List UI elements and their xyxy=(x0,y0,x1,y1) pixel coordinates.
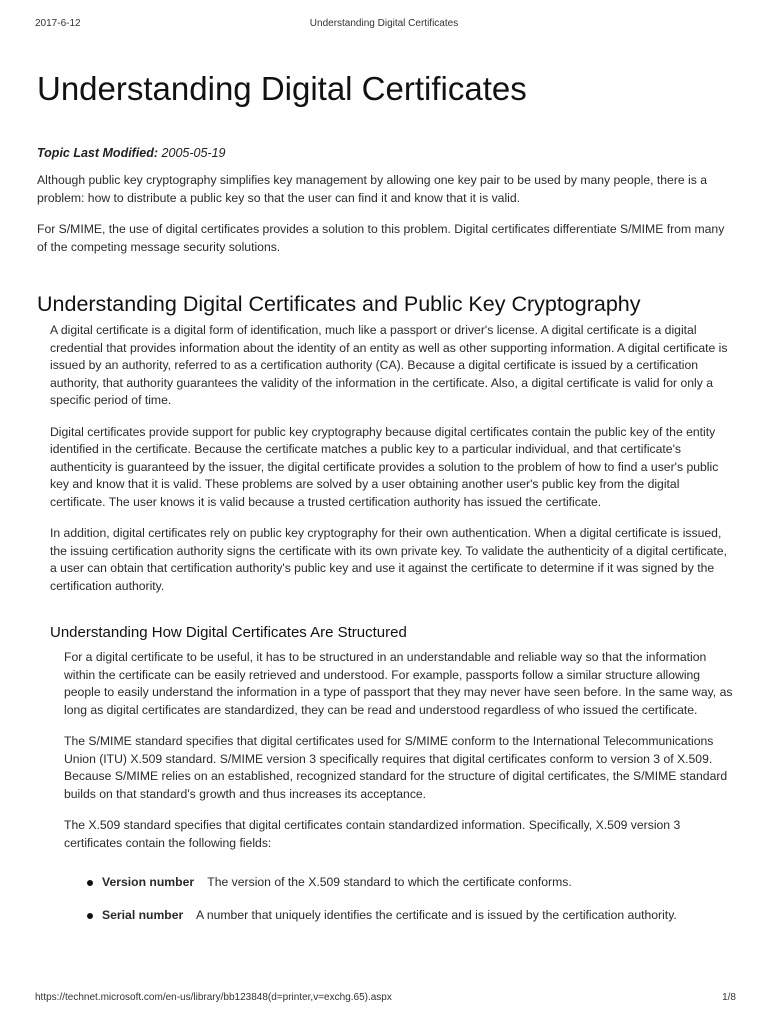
subsection-paragraph: The S/MIME standard specifies that digital certificates used for S/MIME conform to the International Telecommunications Union (ITU) X.509 standard. S/MIME version 3 specifically requires that digital certificates conform to version 3 of X.509. Because S/MIME relies on an established, recognized standard for the structure of digital certificates, the S/MIME standard builds on that standard's growth and thus increases its acceptance. xyxy=(64,734,728,801)
subsection-paragraph: The X.509 standard specifies that digital certificates contain standardized information. Specifically, X.509 version 3 certificates contain the following fields: xyxy=(64,818,681,850)
article xyxy=(37,66,737,940)
subsection-heading: Understanding How Digital Certificates Are Structured xyxy=(50,624,407,641)
list-item xyxy=(64,874,737,891)
print-header xyxy=(35,18,733,32)
section-paragraph: A digital certificate is a digital form of identification, much like a passport or driver's license. A digital certificate is a digital credential that provides information about the identity of an entity as well as other supporting information. A digital certificate is issued by an authority, referred to as a certification authority (CA). Because a digital certificate is issued by a certification authority, that authority guarantees the validity of the information in the certificate. Also, a digital certificate is valid for only a specific period of time. xyxy=(50,323,728,407)
field-name: Version number xyxy=(102,875,195,889)
certificate-fields-list xyxy=(64,874,737,924)
page-number: 1/8 xyxy=(722,992,736,1003)
bullet-icon xyxy=(87,880,93,886)
modified-date: 2005-05-19 xyxy=(161,146,226,160)
subsection-body xyxy=(64,649,737,924)
print-footer xyxy=(35,992,736,1006)
section-paragraph: In addition, digital certificates rely on public key cryptography for their own authentication. When a digital certificate is issued, the issuing certification authority signs the certificate with its own private key. To validate the authenticity of a digital certificate, a user can obtain that certification authority's public key and use it against the certificate to determine if it was signed by the certification authority. xyxy=(50,526,727,593)
print-date: 2017-6-12 xyxy=(35,18,81,29)
source-url: https://technet.microsoft.com/en-us/library/bb123848(d=printer,v=exchg.65).aspx xyxy=(35,992,392,1003)
modified-label: Topic Last Modified: xyxy=(37,146,159,160)
section-body xyxy=(50,322,737,595)
field-description: The version of the X.509 standard to which the certificate conforms. xyxy=(207,875,572,889)
section-paragraph: Digital certificates provide support for public key cryptography because digital certificates contain the public key of the entity identified in the certificate. Because the certificate matches a public key to a particular individual, and that certificate's authenticity is guaranteed by the issuer, the digital certificate provides a solution to the problem of how to find a user's public key and know that it is valid. These problems are solved by a user obtaining another user's public key from the digital certificate. The user knows it is valid because a trusted certification authority has issued the certificate. xyxy=(50,424,719,509)
field-name: Serial number xyxy=(102,908,184,922)
page-title: Understanding Digital Certificates xyxy=(37,70,527,107)
list-item xyxy=(64,907,737,924)
topic-last-modified xyxy=(37,145,737,162)
print-document-title: Understanding Digital Certificates xyxy=(309,18,459,29)
section-heading: Understanding Digital Certificates and Public Key Cryptography xyxy=(37,292,641,316)
bullet-icon xyxy=(87,913,93,919)
intro-paragraph: Although public key cryptography simplifies key management by allowing one key pair to be used by many people, there is a problem: how to distribute a public key so that the user can find it and know that it is valid. xyxy=(37,173,708,205)
subsection-paragraph: For a digital certificate to be useful, it has to be structured in an understandable and reliable way so that the information within the certificate can be easily retrieved and understood. For example, passports follow a similar structure allowing people to easily understand the information in a type of passport that they may never have seen before. In the same way, as long as digital certificates are standardized, they can be read and understood regardless of who issued the certificate. xyxy=(64,650,733,717)
intro-paragraph: For S/MIME, the use of digital certificates provides a solution to this problem. Digital certificates differentiate S/MIME from many of the competing message security solutions. xyxy=(37,222,725,254)
field-description: A number that uniquely identifies the certificate and is issued by the certification authority. xyxy=(196,908,677,922)
